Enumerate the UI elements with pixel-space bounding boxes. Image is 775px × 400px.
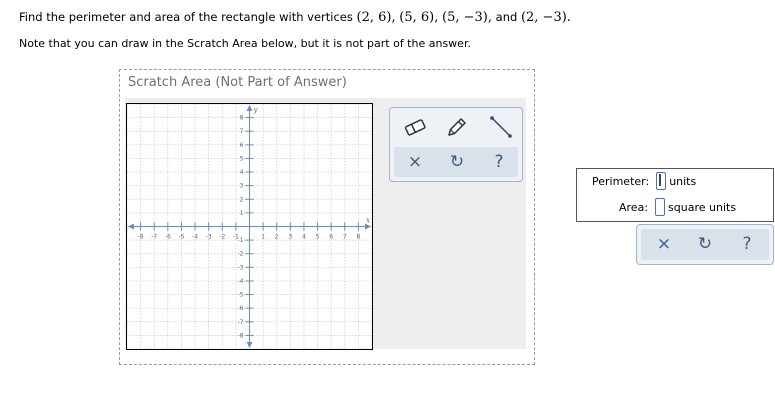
eraser-icon (403, 117, 427, 137)
x-tick-label: 7 (342, 233, 347, 241)
vertex-2: (5, 6), (399, 10, 439, 25)
y-axis-arrow-down (247, 342, 253, 348)
coordinate-plane[interactable] (127, 104, 372, 349)
x-tick-label: -6 (164, 233, 171, 241)
y-tick-label: -5 (237, 291, 244, 299)
y-tick-label: 6 (239, 141, 244, 149)
vertex-1: (2, 6), (356, 10, 396, 25)
x-tick-label: -3 (205, 233, 212, 241)
pencil-icon (445, 115, 469, 139)
x-tick-label: 6 (329, 233, 334, 241)
undo-icon: ↻ (449, 151, 465, 172)
y-tick-label: 1 (239, 209, 244, 217)
y-tick-label: -6 (237, 305, 244, 313)
x-tick-label: -2 (219, 233, 226, 241)
scratch-help-button[interactable] (480, 147, 518, 177)
area-unit: square units (668, 200, 737, 214)
scratch-undo-button[interactable] (438, 147, 476, 177)
answer-clear-button[interactable] (645, 229, 683, 259)
perimeter-label: Perimeter: (592, 174, 650, 188)
x-tick-label: -7 (151, 233, 158, 241)
y-tick-label: -3 (237, 264, 244, 272)
area-row (619, 197, 736, 217)
undo-icon: ↻ (697, 233, 713, 254)
answer-box (576, 168, 774, 222)
x-tick-label: -1 (232, 233, 239, 241)
scratch-actions-bar (394, 147, 518, 177)
y-tick-label: 7 (239, 128, 244, 136)
answer-actions-panel (636, 224, 774, 265)
y-tick-label: -8 (237, 332, 244, 340)
perimeter-unit: units (669, 174, 697, 188)
answer-undo-button[interactable] (686, 229, 724, 259)
line-segment-icon (488, 114, 514, 140)
area-input[interactable] (655, 198, 665, 216)
and-word: and (492, 10, 521, 24)
line-segment-tool-button[interactable] (484, 112, 518, 142)
help-icon: ? (742, 233, 752, 254)
eraser-tool-button[interactable] (398, 112, 432, 142)
y-tick-label: 3 (239, 182, 244, 190)
answer-actions-bar (641, 229, 769, 260)
perimeter-row (592, 171, 696, 191)
x-tick-label: 4 (302, 233, 306, 241)
x-tick-label: -8 (137, 233, 144, 241)
vertex-4: (2, −3). (520, 10, 571, 25)
scratch-area (119, 69, 535, 365)
x-tick-label: -5 (178, 233, 185, 241)
scratch-clear-button[interactable] (396, 147, 434, 177)
x-tick-label: 2 (274, 233, 279, 241)
x-tick-label: -4 (192, 233, 199, 241)
x-axis-label: x (366, 216, 370, 225)
x-tick-label: 5 (315, 233, 320, 241)
scratch-note: Note that you can draw in the Scratch Area below, but it is not part of the answer. (19, 37, 471, 50)
y-tick-label: 8 (239, 114, 244, 122)
y-tick-label: -2 (237, 250, 244, 258)
pencil-tool-button[interactable] (440, 112, 474, 142)
close-icon: × (407, 151, 423, 172)
y-tick-label: 4 (239, 169, 244, 177)
coordinate-graph[interactable] (126, 103, 373, 350)
x-axis-arrow-left (128, 224, 134, 230)
perimeter-input[interactable] (656, 172, 666, 190)
question-prefix: Find the perimeter and area of the rectangle with vertices (19, 10, 357, 24)
x-tick-label: 3 (288, 233, 293, 241)
y-tick-label: -4 (237, 277, 244, 285)
x-tick-label: 1 (261, 233, 266, 241)
area-label: Area: (619, 200, 649, 214)
x-tick-label: 8 (356, 233, 361, 241)
question-text (19, 8, 571, 27)
y-axis-arrow (247, 105, 253, 111)
y-axis-label: y (253, 106, 258, 114)
close-icon: × (656, 233, 672, 254)
drawing-toolbox (389, 107, 523, 182)
y-tick-label: 5 (239, 155, 244, 163)
y-tick-label: -1 (237, 237, 244, 245)
help-icon: ? (494, 151, 504, 172)
scratch-area-title: Scratch Area (Not Part of Answer) (128, 75, 347, 90)
y-tick-label: -7 (237, 318, 244, 326)
answer-help-button[interactable] (728, 229, 766, 259)
y-tick-label: 2 (239, 196, 244, 204)
vertex-3: (5, −3), (442, 10, 492, 25)
